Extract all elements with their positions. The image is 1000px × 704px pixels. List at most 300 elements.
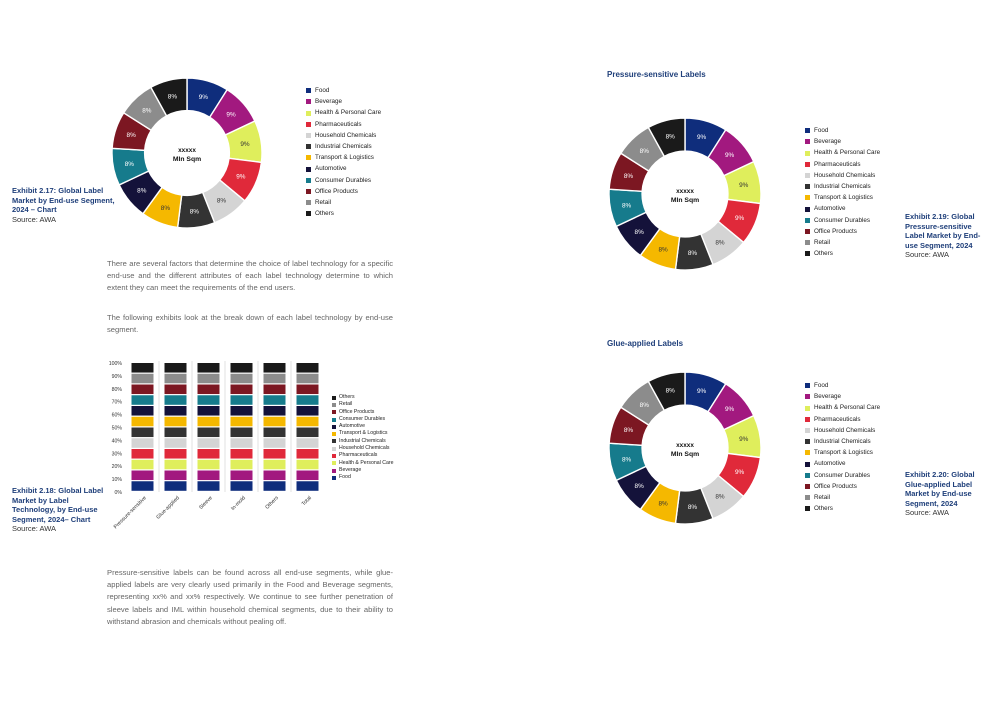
legend-item-food [805,125,880,136]
legend-item-pharmaceuticals [332,452,394,459]
legend-item-beverage [332,467,394,474]
bar-segment-transport-and-logistics [264,417,286,427]
bar-segment-food [165,481,187,491]
legend-label: Office Products [315,187,358,195]
donut-center-value: xxxxx [676,442,694,449]
legend-swatch [332,461,336,465]
bar-segment-retail [165,374,187,384]
donut-value-label: 8% [715,493,725,501]
legend-swatch [805,184,810,189]
legend-label: Others [814,505,833,513]
legend-item-office-products [805,481,880,492]
donut-value-label: 8% [687,250,698,258]
legend-swatch [332,432,336,436]
y-tick-label: 60% [111,412,122,419]
bar-segment-beverage [132,471,154,481]
legend-label: Automotive [814,205,846,213]
legend-swatch [332,476,336,480]
legend-item-pharmaceuticals [306,119,381,130]
bar-segment-office-products [264,385,286,395]
stacked-bar-legend [332,394,394,482]
legend-item-household-chemicals [805,425,880,436]
legend-item-automotive [805,203,880,214]
bar-segment-retail [264,374,286,384]
legend-label: Health & Personal Care [339,459,394,466]
legend-item-consumer-durables [805,470,880,481]
legend-label: Consumer Durables [814,216,870,224]
legend-item-industrial-chemicals [805,181,880,192]
bar-segment-food [198,481,220,491]
bar-segment-industrial-chemicals [165,428,187,438]
exhibit-2-20-title: Exhibit 2.20: Global Glue-applied Label Market by End-use Segment, 2024 [905,470,975,508]
legend-item-household-chemicals [805,170,880,181]
legend-swatch [332,447,336,451]
bar-segment-health-and-personal-care [264,460,286,470]
exhibit-2-20-source: Source: AWA [905,508,950,517]
bar-segment-others [297,363,319,373]
exhibit-2-17-title: Exhibit 2.17: Global Label Market by End-use Segment, 2024 – Chart [12,186,115,214]
legend-item-health-and-personal-care [805,402,880,413]
legend-swatch [805,151,810,156]
y-tick-label: 100% [108,361,122,367]
y-tick-label: 30% [111,451,122,458]
bar-segment-office-products [198,385,220,395]
legend-swatch [332,439,336,443]
legend-swatch [332,469,336,473]
legend-label: Food [814,382,829,389]
legend-item-transport-and-logistics [306,152,381,163]
legend-swatch [332,425,336,429]
donut-value-label: 9% [739,435,749,443]
bar-segment-consumer-durables [264,395,286,405]
exhibit-2-17-caption [12,186,122,224]
bar-segment-food [132,481,154,491]
donut-chart-pressure-sensitive [607,116,763,272]
legend-swatch [805,484,810,489]
bar-segment-automotive [198,406,220,416]
x-category-label: In-mold [230,495,247,512]
bar-segment-consumer-durables [132,395,154,405]
legend-label: Health & Personal Care [315,109,382,117]
bar-segment-household-chemicals [297,438,319,448]
legend-label: Pharmaceuticals [814,415,861,423]
legend-swatch [805,439,810,444]
legend-item-food [805,380,880,391]
legend-item-pharmaceuticals [805,414,880,425]
legend-item-health-and-personal-care [332,460,394,467]
legend-swatch [332,418,336,422]
bar-segment-transport-and-logistics [132,417,154,427]
bar-segment-office-products [297,385,319,395]
bar-segment-others [165,363,187,373]
legend-item-health-and-personal-care [306,107,381,118]
bar-segment-pharmaceuticals [297,449,319,459]
legend-item-retail [805,492,880,503]
donut-value-label: 8% [623,426,634,434]
legend-label: Pharmaceuticals [339,452,378,459]
legend-item-office-products [805,226,880,237]
legend-item-beverage [306,96,381,107]
legend-label: Household Chemicals [339,445,390,452]
bar-segment-health-and-personal-care [198,460,220,470]
legend-swatch [805,495,810,500]
bar-segment-household-chemicals [165,438,187,448]
x-category-label: Sleeve [198,495,214,511]
legend-swatch [306,144,311,149]
bar-segment-transport-and-logistics [297,417,319,427]
bar-segment-retail [198,374,220,384]
donut-value-label: 8% [634,229,644,237]
bar-segment-others [198,363,220,373]
legend-label: Industrial Chemicals [315,143,372,151]
legend-label: Beverage [339,466,362,473]
x-category-label: Pressure-sensitive [112,495,148,531]
bar-segment-others [231,363,253,373]
legend-item-automotive [332,423,394,430]
x-category-label: Glue-applied [155,495,181,521]
bar-segment-consumer-durables [231,395,253,405]
bar-segment-beverage [264,471,286,481]
donut-value-label: 9% [734,214,745,222]
legend-label: Automotive [814,460,846,468]
y-tick-label: 80% [111,386,122,393]
legend-swatch [306,88,311,93]
legend-label: Industrial Chemicals [339,437,386,444]
legend-swatch [805,506,810,511]
bar-segment-industrial-chemicals [198,428,220,438]
legend-item-others [332,394,394,401]
donut-value-label: 8% [160,204,171,212]
bar-segment-household-chemicals [198,438,220,448]
legend-swatch [332,396,336,400]
bar-segment-beverage [231,471,253,481]
legend-item-retail [332,401,394,408]
legend-label: Transport & Logistics [339,430,388,437]
legend-label: Beverage [315,98,342,106]
legend-swatch [805,229,810,234]
legend-label: Others [814,250,833,258]
bar-segment-household-chemicals [264,438,286,448]
legend-label: Office Products [339,408,375,415]
donut-value-label: 9% [696,388,707,396]
donut-value-label: 8% [216,197,227,205]
legend-label: Beverage [814,138,841,146]
donut-value-label: 8% [621,456,632,464]
legend-label: Office Products [814,227,857,235]
donut-value-label: 9% [240,141,250,149]
paragraph-label-technology-factors: There are several factors that determine the choice of label technology for a specific end-use and the different attributes of each label technology determine to which extent they can meet the requirements of the end users. [107,259,393,293]
donut-legend-end-use [306,85,381,219]
donut-value-label: 9% [734,468,745,476]
y-tick-label: 40% [111,438,122,445]
exhibit-2-19-title: Exhibit 2.19: Global Pressure-sensitive Label Market by End-use Segment, 2024 [905,212,981,250]
donut-value-label: 8% [715,239,725,247]
donut-chart-end-use-2024 [110,76,264,230]
bar-segment-automotive [297,406,319,416]
y-tick-label: 10% [111,477,122,484]
legend-item-transport-and-logistics [805,447,880,458]
legend-swatch [306,111,311,116]
bar-segment-automotive [165,406,187,416]
bar-segment-office-products [165,385,187,395]
legend-item-automotive [805,458,880,469]
bar-segment-others [264,363,286,373]
legend-item-others [805,503,880,514]
legend-swatch [805,173,810,178]
legend-swatch [332,454,336,458]
legend-label: Retail [814,239,831,247]
bar-segment-industrial-chemicals [132,428,154,438]
donut-value-label: 8% [665,387,675,395]
legend-swatch [805,428,810,433]
legend-label: Food [339,474,351,481]
donut-value-label: 9% [226,111,236,119]
donut-value-label: 9% [236,173,246,181]
legend-item-health-and-personal-care [805,147,880,158]
paragraph-pressure-sensitive-glue-applied: Pressure-sensitive labels can be found across all end-use segments, while glue-applied labels are very clearly used primarily in the Food and Beverage segments, representing xx% and xx% respectively. We continue to see further penetration of sleeve labels and IML within household chemical segments, due to their ability to withstand abrasion and chemicals without pealing off. [107,568,393,626]
legend-label: Industrial Chemicals [814,438,871,446]
exhibit-2-18-title: Exhibit 2.18: Global Label Market by Label Technology, by End-use Segment, 2024– Chart [12,486,104,524]
donut-value-label: 9% [696,134,707,142]
legend-item-retail [805,237,880,248]
legend-item-industrial-chemicals [332,438,394,445]
legend-label: Automotive [315,165,347,173]
legend-item-beverage [805,136,880,147]
bar-segment-consumer-durables [165,395,187,405]
donut-center-unit: Mln Sqm [172,156,202,163]
legend-label: Consumer Durables [814,471,870,479]
bar-segment-beverage [297,471,319,481]
legend-swatch [805,450,810,455]
bar-segment-office-products [132,385,154,395]
donut-value-label: 8% [665,133,675,141]
legend-label: Consumer Durables [315,176,371,184]
donut-value-label: 9% [198,93,208,101]
legend-swatch [306,133,311,138]
donut-value-label: 8% [623,172,634,180]
legend-swatch [805,462,810,467]
bar-segment-beverage [165,471,187,481]
heading-glue-applied-labels: Glue-applied Labels [607,339,684,348]
donut-value-label: 8% [142,107,152,115]
donut-center-unit: Mln Sqm [670,197,700,204]
legend-label: Household Chemicals [814,426,876,434]
legend-label: Retail [315,199,332,207]
legend-item-office-products [332,409,394,416]
bar-segment-industrial-chemicals [297,428,319,438]
donut-value-label: 8% [639,147,649,155]
legend-label: Household Chemicals [315,131,377,139]
legend-label: Others [315,210,334,218]
legend-label: Industrial Chemicals [814,183,871,191]
exhibit-2-18-caption [12,486,108,534]
legend-label: Food [814,127,829,134]
donut-value-label: 8% [167,93,178,101]
legend-swatch [306,122,311,127]
legend-label: Pharmaceuticals [814,160,861,168]
donut-center-value: xxxxx [676,188,694,195]
donut-value-label: 9% [724,151,735,159]
donut-legend-glue-applied [805,380,880,514]
legend-item-consumer-durables [332,416,394,423]
legend-label: Transport & Logistics [814,449,873,457]
legend-item-automotive [306,163,381,174]
donut-value-label: 8% [658,500,668,508]
legend-swatch [805,406,810,411]
legend-item-beverage [805,391,880,402]
legend-item-others [306,208,381,219]
x-category-label: Total [300,495,313,508]
donut-value-label: 8% [658,246,668,254]
donut-value-label: 8% [687,504,698,512]
legend-swatch [805,473,810,478]
legend-swatch [805,218,810,223]
bar-segment-automotive [132,406,154,416]
legend-swatch [306,155,311,160]
bar-segment-beverage [198,471,220,481]
legend-label: Household Chemicals [814,171,876,179]
legend-swatch [306,178,311,183]
donut-chart-glue-applied [607,370,763,526]
bar-segment-automotive [231,406,253,416]
legend-swatch [805,251,810,256]
exhibit-2-20-caption [905,470,989,518]
bar-segment-pharmaceuticals [264,449,286,459]
legend-swatch [805,128,810,133]
bar-segment-food [231,481,253,491]
y-tick-label: 0% [114,490,122,496]
bar-segment-pharmaceuticals [198,449,220,459]
bar-segment-food [297,481,319,491]
legend-label: Health & Personal Care [814,149,881,157]
legend-label: Transport & Logistics [814,194,873,202]
heading-pressure-sensitive-labels: Pressure-sensitive Labels [607,70,706,79]
legend-label: Health & Personal Care [814,404,881,412]
legend-swatch [332,403,336,407]
legend-label: Office Products [814,482,857,490]
legend-item-office-products [306,186,381,197]
donut-center-unit: Mln Sqm [670,451,700,458]
legend-label: Pharmaceuticals [315,120,362,128]
bar-segment-household-chemicals [231,438,253,448]
legend-item-household-chemicals [306,130,381,141]
x-category-label: Others [264,495,280,511]
y-tick-label: 20% [111,464,122,471]
bar-segment-pharmaceuticals [132,449,154,459]
bar-segment-transport-and-logistics [165,417,187,427]
stacked-bar-chart-technology [104,356,334,536]
bar-segment-office-products [231,385,253,395]
legend-swatch [805,139,810,144]
legend-item-industrial-chemicals [805,436,880,447]
legend-swatch [805,240,810,245]
legend-label: Consumer Durables [339,415,386,422]
bar-segment-pharmaceuticals [231,449,253,459]
bar-segment-consumer-durables [297,395,319,405]
bar-segment-household-chemicals [132,438,154,448]
legend-swatch [306,211,311,216]
donut-value-label: 8% [639,401,649,409]
legend-swatch [805,383,810,388]
bar-segment-health-and-personal-care [132,460,154,470]
legend-label: Retail [814,494,831,502]
bar-segment-transport-and-logistics [198,417,220,427]
legend-item-transport-and-logistics [805,192,880,203]
legend-item-food [306,85,381,96]
donut-value-label: 8% [189,208,199,216]
bar-segment-food [264,481,286,491]
legend-item-others [805,248,880,259]
legend-swatch [306,167,311,172]
legend-swatch [306,189,311,194]
bar-segment-industrial-chemicals [264,428,286,438]
bar-segment-pharmaceuticals [165,449,187,459]
legend-item-food [332,474,394,481]
legend-label: Retail [339,401,353,408]
legend-swatch [332,410,336,414]
legend-label: Food [315,87,330,94]
legend-swatch [805,207,810,212]
bar-segment-industrial-chemicals [231,428,253,438]
donut-value-label: 8% [621,202,632,210]
legend-item-household-chemicals [332,445,394,452]
legend-label: Automotive [339,423,365,430]
y-tick-label: 70% [111,399,122,406]
bar-segment-health-and-personal-care [297,460,319,470]
legend-item-consumer-durables [805,215,880,226]
legend-item-retail [306,197,381,208]
legend-swatch [805,162,810,167]
legend-swatch [805,195,810,200]
bar-segment-retail [132,374,154,384]
donut-center-value: xxxxx [178,147,196,154]
legend-swatch [306,99,311,104]
bar-segment-retail [231,374,253,384]
bar-segment-transport-and-logistics [231,417,253,427]
donut-legend-pressure-sensitive [805,125,880,259]
bar-segment-retail [297,374,319,384]
legend-swatch [805,417,810,422]
donut-value-label: 8% [126,132,136,140]
exhibit-2-18-source: Source: AWA [12,524,57,533]
legend-label: Transport & Logistics [315,154,374,162]
legend-label: Others [339,394,355,400]
bar-segment-automotive [264,406,286,416]
legend-swatch [306,200,311,205]
donut-value-label: 8% [137,187,147,195]
donut-value-label: 8% [124,161,134,169]
exhibit-2-19-source: Source: AWA [905,250,950,259]
exhibit-2-19-caption [905,212,989,260]
donut-value-label: 9% [739,181,749,189]
y-tick-label: 90% [111,373,122,380]
bar-segment-others [132,363,154,373]
legend-item-pharmaceuticals [805,159,880,170]
donut-value-label: 9% [724,405,735,413]
legend-item-industrial-chemicals [306,141,381,152]
donut-value-label: 8% [634,483,644,491]
exhibit-2-17-source: Source: AWA [12,214,57,224]
bar-segment-consumer-durables [198,395,220,405]
legend-item-transport-and-logistics [332,430,394,437]
paragraph-exhibits-intro: The following exhibits look at the break down of each label technology by end-use segment. [107,313,393,335]
legend-swatch [805,394,810,399]
y-tick-label: 50% [111,425,122,432]
bar-segment-health-and-personal-care [165,460,187,470]
bar-segment-health-and-personal-care [231,460,253,470]
legend-label: Beverage [814,393,841,401]
legend-item-consumer-durables [306,175,381,186]
